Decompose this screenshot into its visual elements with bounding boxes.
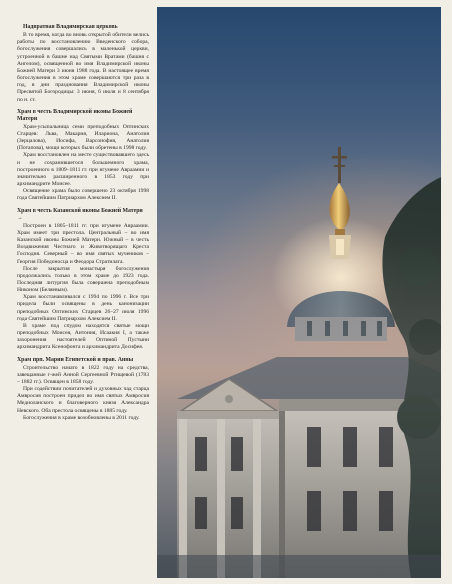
paragraph: Храм восстановлен на месте существовавшего здесь и не сохранившегося большемного храма, построенного в 1809–1811 гг. при игумене Авраамии и значительно расширенного в 1853 году при архимандрите Моисее. <box>17 152 149 188</box>
paragraph: При содействии почитателей и духовных чад старца Амвросия построен придел во имя святых Амвросия Медиоланского и благоверного князя Александра Невского. Оба престола освящены в 1885 году. <box>17 386 149 414</box>
article-text-column <box>17 24 149 576</box>
paragraph: Храм восстанавливался с 1994 по 1996 г. Все три придела были освящены в день канонизации преподобных Оптинских Старцев 26–27 июля 1996 года Святейшим Патриархом Алексием II. <box>17 294 149 322</box>
paragraph: Храм-усыпальница семи преподобных Оптинских Старцев: Льва, Макария, Илариона, Анатолия (Зерцалова), Иосифа, Варсонофия, Анатолия (Потапова), мощи которых были обретены в 1998 году. <box>17 123 149 152</box>
paragraph: В то время, когда во вновь открытой обители велись работы по восстановлению Введенского собора, богослужения совершались в маленькой церкви, устроенной в башне над Святыми Вратами (башня с Ангелом), освященной во имя Владимирской иконы Божией Матери 3 июня 1988 года. В настоящее время богослужения в этом храме совершаются три раза в год, в дни празднования Владимирской иконы Пресвятой Богородицы: 3 июня, 6 июля и 8 сентября по н. ст. <box>17 32 149 103</box>
church-photograph <box>157 7 441 578</box>
section-vladimir-gate-church <box>17 24 149 104</box>
section-kazan-icon-church <box>17 208 149 352</box>
paragraph: В храме под спудом находятся святые мощи преподобных Моисея, Антония, Исаакия I, а также захоронения настоятелей Оптиной Пустыни архимандрита Ксенофонта и архимандрита Досифея. <box>17 322 149 351</box>
paragraph: Строительство начато в 1822 году на средства, завещанные г-жей Анной Сергеевной Ртищевой (1783 – 1882 гг.). Освящен в 1858 году. <box>17 364 149 385</box>
paragraph: Богослужения в храме возобновлены в 2011 году. <box>23 414 140 421</box>
fog-overlay <box>157 7 441 578</box>
paragraph: Освящение храма было совершено 23 октября 1998 года Святейшим Патриархом Алексием II. <box>17 188 149 202</box>
section-heading: Храм в честь Казанской иконы Божией Матери → <box>17 207 143 221</box>
paragraph: Построен в 1805–1811 гг. при игумене Авраамии. Храм имеет три престола. Центральный – во имя Казанской иконы Божией Матери. Южный – в честь Воздвижения Честнаго и Животворящаго Креста Господня. Северный – во имя святых мучеников – Георгия Победоносца и Феодора Стратилата. <box>17 222 149 265</box>
section-mary-of-egypt-church <box>17 357 149 422</box>
section-heading: Храм прп. Марии Египетской и прав. Анны <box>17 356 134 363</box>
section-heading: Надвратная Владимирская церковь <box>23 24 118 30</box>
section-vladimir-icon-church <box>17 109 149 203</box>
paragraph: После закрытия монастыря богослужения продолжались только в этом храме до 1923 года. Последняя литургия была совершена преподобным Никоном (Беляевым). <box>17 265 149 294</box>
section-heading: Храм в честь Владимирской иконы Божией Матери <box>17 108 133 122</box>
